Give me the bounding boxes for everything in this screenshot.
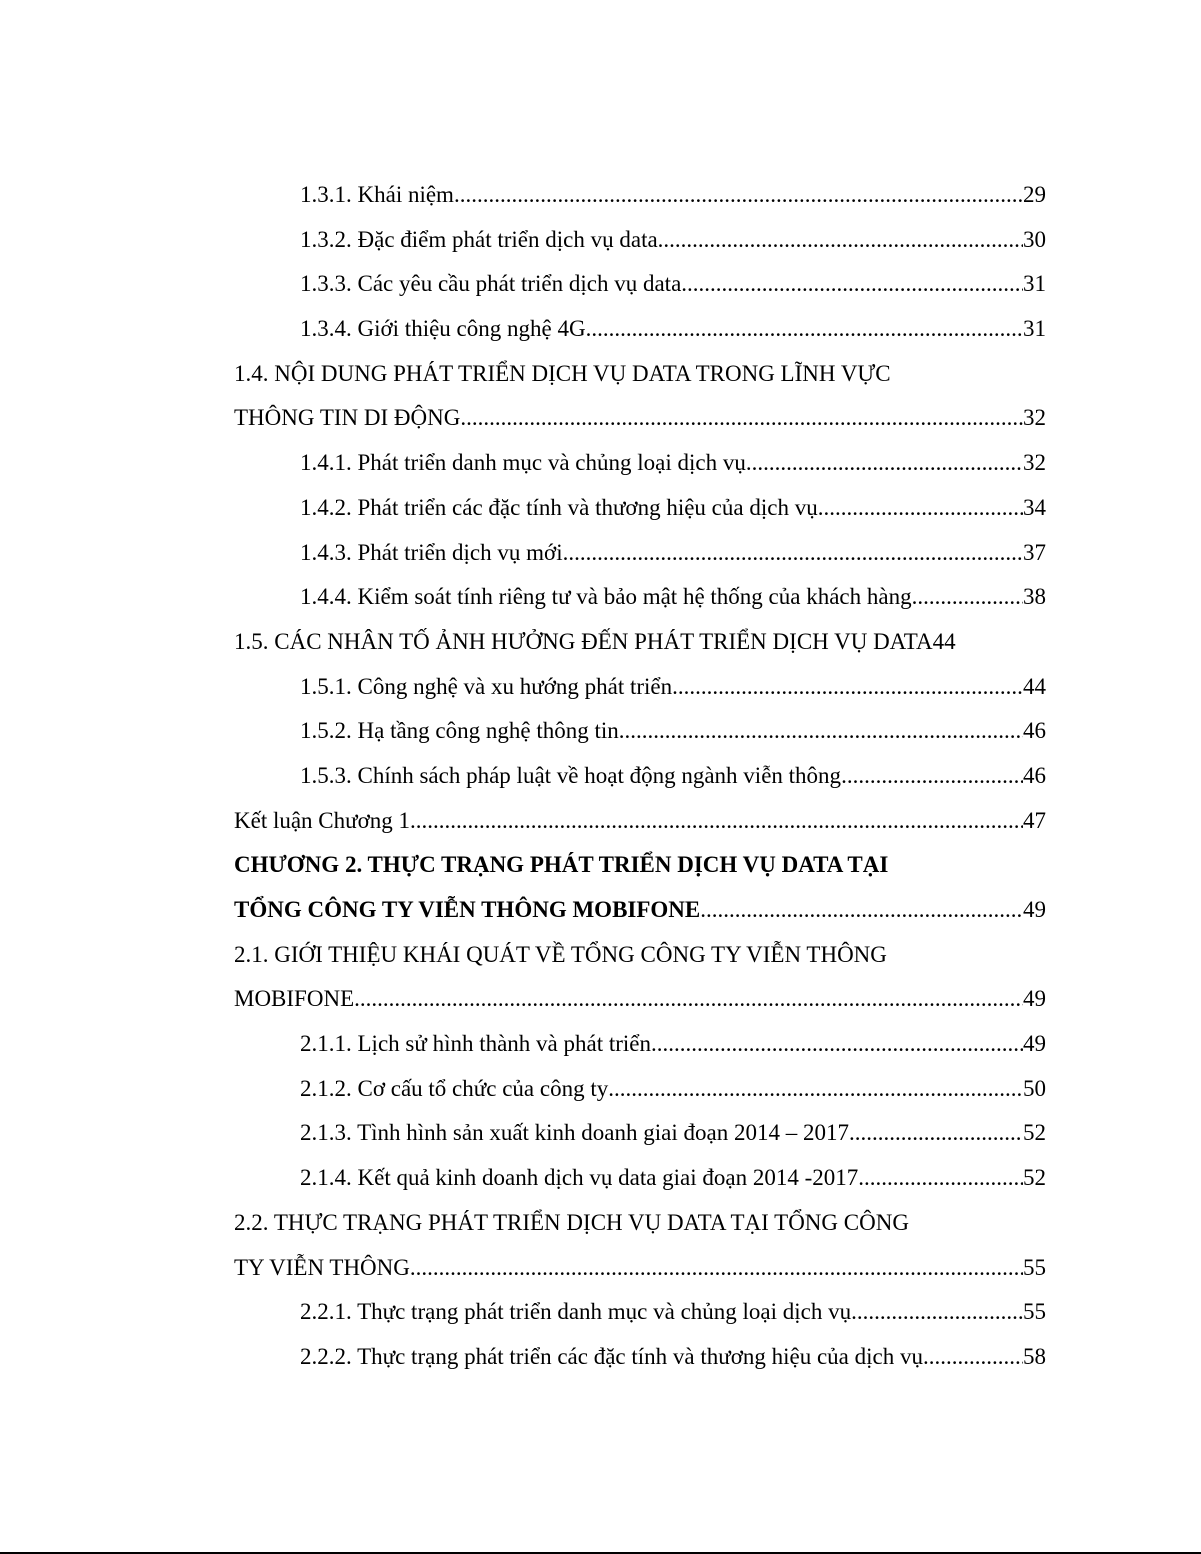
toc-entry [234,352,1046,397]
toc-entry-title: 1.5.1. Công nghệ và xu hướng phát triển [300,673,673,699]
toc-entry [234,1290,1046,1335]
toc-dot-leader [410,799,1023,844]
toc-entry [234,218,1046,263]
toc-entry [234,709,1046,754]
toc-dot-leader [851,1290,1023,1335]
toc-dot-leader [818,486,1023,531]
toc-entry-title: TY VIỄN THÔNG [234,1254,410,1280]
toc-dot-leader [608,1067,1023,1112]
toc-entry [234,977,1046,1022]
toc-entry [234,933,1046,978]
toc-entry-title: 2.1.3. Tình hình sản xuất kinh doanh giai đoạn 2014 – 2017 [300,1120,849,1146]
toc-page-number: 32 [1023,450,1046,476]
toc-page-number: 46 [1023,718,1046,744]
toc-entry [234,1335,1046,1380]
toc-entry [234,1246,1046,1291]
toc-dot-leader [912,575,1023,620]
toc-dot-leader [410,1246,1023,1291]
toc-page-number: 50 [1023,1075,1046,1101]
toc-entry-title: CHƯƠNG 2. THỰC TRẠNG PHÁT TRIỂN DỊCH VỤ DATA TẠI [234,852,889,878]
toc-entry [234,1022,1046,1067]
toc-entry [234,531,1046,576]
toc-page-number: 29 [1023,182,1046,207]
toc-dot-leader [841,754,1023,799]
toc-page-number: 38 [1023,584,1046,610]
toc-entry-title: 1.4.3. Phát triển dịch vụ mới [300,539,563,565]
toc-entry [234,1067,1046,1112]
toc-page-number: 31 [1023,271,1046,297]
toc-page-number: 58 [1023,1343,1046,1369]
toc-entry [234,665,1046,710]
toc-entry-title: 2.1.1. Lịch sử hình thành và phát triển [300,1031,652,1057]
toc-entry [234,307,1046,352]
toc-entry-title: 1.4. NỘI DUNG PHÁT TRIỂN DỊCH VỤ DATA TRONG LĨNH VỰC [234,360,891,386]
toc-entry [234,396,1046,441]
toc-dot-leader [651,1022,1023,1067]
toc-entry [234,620,1046,665]
toc-page-number: 30 [1023,226,1046,252]
toc-entry-title: 1.4.2. Phát triển các đặc tính và thương hiệu của dịch vụ [300,494,818,520]
toc-entry [234,1201,1046,1246]
toc-dot-leader [923,1335,1023,1380]
toc-page-number: 55 [1023,1299,1046,1325]
toc-entry-title: 1.5.3. Chính sách pháp luật về hoạt động ngành viễn thông [300,762,842,788]
toc-dot-leader [746,441,1023,486]
toc-page-number: 49 [1023,1031,1046,1057]
toc-entry-title: 1.3.4. Giới thiệu công nghệ 4G [300,316,586,342]
toc-entry [234,1156,1046,1201]
toc-entry-title: 2.1.4. Kết quả kinh doanh dịch vụ data giai đoạn 2014 -2017 [300,1165,859,1191]
toc-entry [234,441,1046,486]
toc-page-number: 44 [1023,673,1046,699]
toc-dot-leader [460,396,1023,441]
toc-entry-title: 1.5.2. Hạ tầng công nghệ thông tin [300,718,619,744]
toc-page-number: 52 [1023,1120,1046,1146]
toc-page-number: 52 [1023,1165,1046,1191]
toc-page-number: 49 [1023,897,1046,922]
toc-dot-leader [454,173,1023,218]
toc-entry [234,262,1046,307]
toc-entry-title: 2.2.1. Thực trạng phát triển danh mục và chủng loại dịch vụ [300,1299,852,1325]
toc-entry-title: TỔNG CÔNG TY VIỄN THÔNG MOBIFONE [234,897,701,922]
toc-dot-leader [354,977,1023,1022]
toc-entry [234,843,1046,888]
toc-page-number: 44 [932,628,956,654]
toc-page-number: 37 [1023,539,1046,565]
toc-dot-leader [672,665,1023,710]
toc-entry-title: 2.2. THỰC TRẠNG PHÁT TRIỂN DỊCH VỤ DATA TẠI TỔNG CÔNG [234,1209,909,1235]
table-of-contents [234,173,1046,1380]
toc-dot-leader [681,262,1023,307]
toc-dot-leader [849,1111,1023,1156]
toc-page-number: 49 [1023,986,1046,1012]
toc-page-number: 32 [1023,405,1046,431]
toc-entry-title: 1.3.1. Khái niệm [300,182,454,207]
toc-entry [234,173,1046,218]
toc-page-number: 34 [1023,494,1046,520]
toc-dot-leader [563,531,1023,576]
toc-entry-title: 2.2.2. Thực trạng phát triển các đặc tính và thương hiệu của dịch vụ [300,1343,923,1369]
toc-dot-leader [700,888,1023,933]
toc-entry [234,799,1046,844]
toc-entry-title: THÔNG TIN DI ĐỘNG [234,405,461,431]
toc-entry-title: 2.1.2. Cơ cấu tổ chức của công ty [300,1075,609,1101]
toc-entry-title: 1.4.4. Kiểm soát tính riêng tư và bảo mật hệ thống của khách hàng [300,584,912,610]
toc-entry [234,1111,1046,1156]
toc-dot-leader [586,307,1023,352]
toc-dot-leader [658,218,1023,263]
toc-entry-title: 2.1. GIỚI THIỆU KHÁI QUÁT VỀ TỔNG CÔNG TY VIỄN THÔNG [234,941,887,967]
toc-entry [234,754,1046,799]
toc-page-number: 31 [1023,316,1046,342]
toc-entry-title: 1.3.3. Các yêu cầu phát triển dịch vụ data [300,271,682,297]
toc-page-number: 47 [1023,807,1046,833]
toc-dot-leader [619,709,1023,754]
toc-entry-title: 1.5. CÁC NHÂN TỐ ẢNH HƯỞNG ĐẾN PHÁT TRIỂN DỊCH VỤ DATA [234,628,933,654]
toc-dot-leader [858,1156,1023,1201]
toc-entry-title: Kết luận Chương 1 [234,807,411,833]
toc-entry-title: MOBIFONE [234,986,355,1012]
toc-page-number: 55 [1023,1254,1046,1280]
toc-entry [234,575,1046,620]
toc-page-number: 46 [1023,762,1046,788]
toc-entry-title: 1.3.2. Đặc điểm phát triển dịch vụ data [300,226,658,252]
toc-entry [234,888,1046,933]
toc-entry [234,486,1046,531]
toc-entry-title: 1.4.1. Phát triển danh mục và chủng loại dịch vụ [300,450,746,476]
